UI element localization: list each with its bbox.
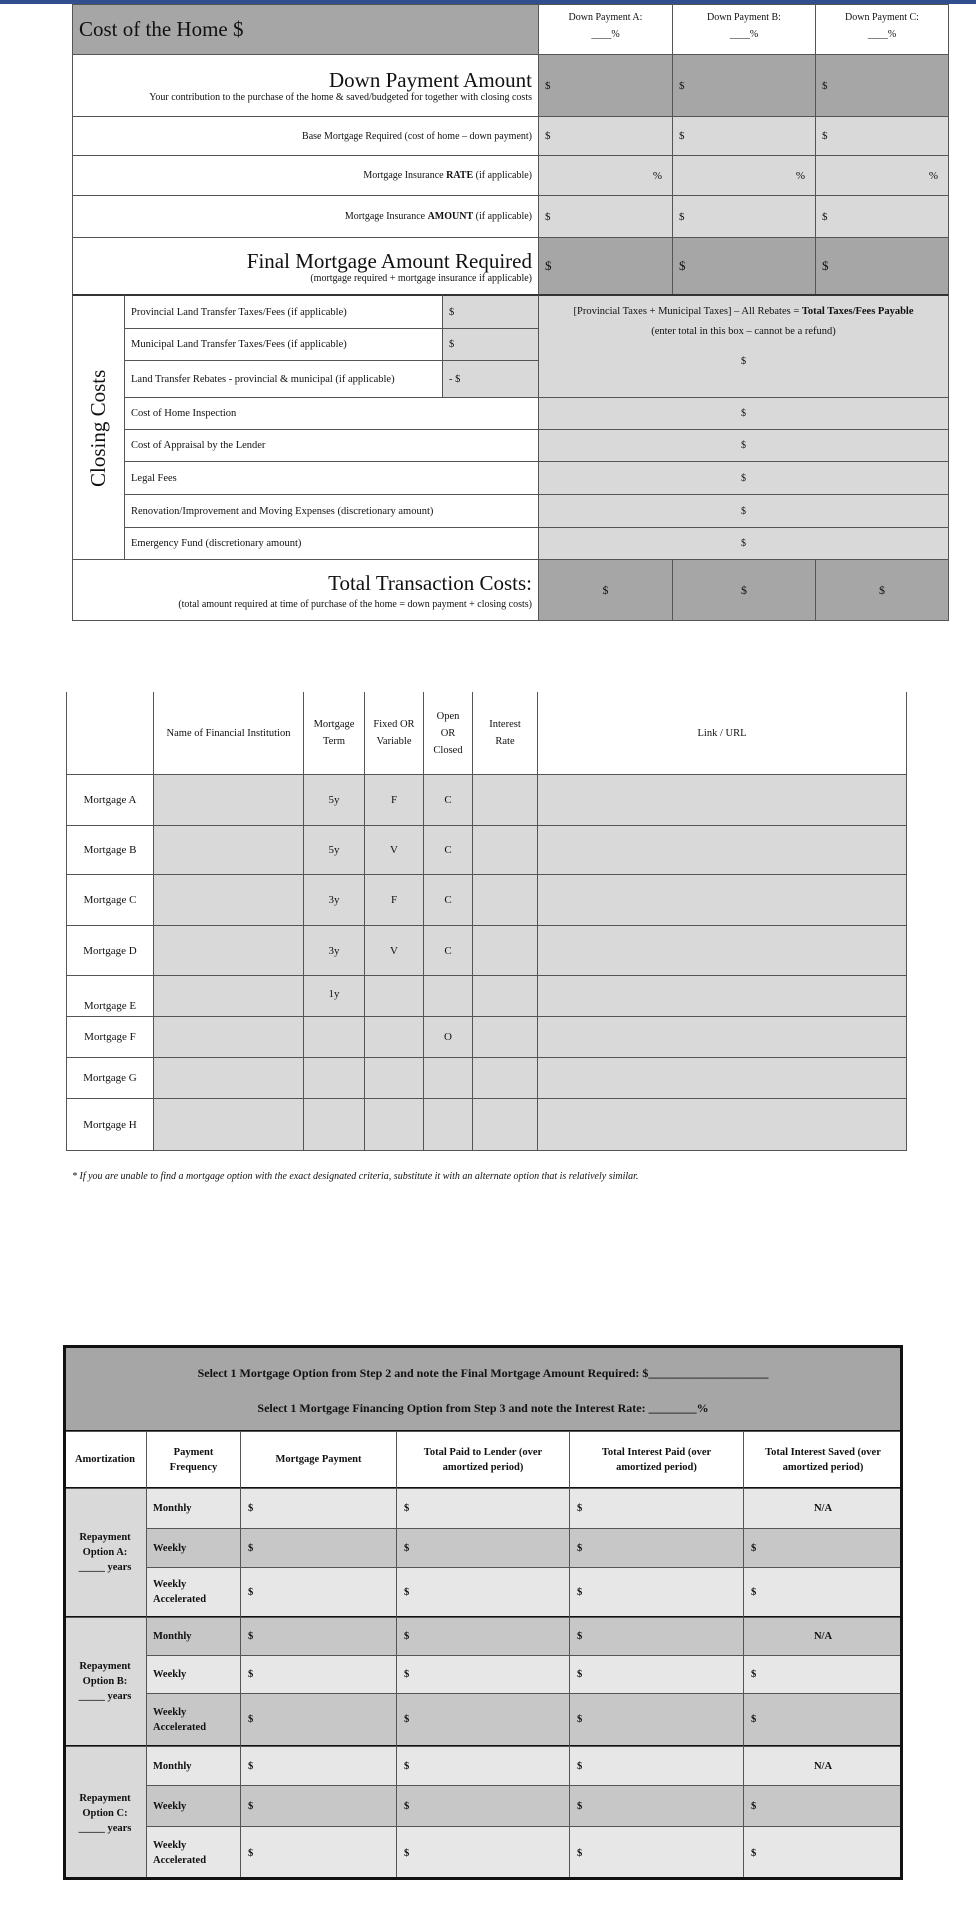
open-cell: O [423, 1016, 473, 1058]
institution-input[interactable] [153, 874, 304, 926]
frequency-weekly-accelerated: Weekly Accelerated [146, 1826, 241, 1880]
mortgage-row-label: Mortgage E [66, 975, 154, 1017]
open-cell: C [423, 874, 473, 926]
payment-input[interactable]: $ [240, 1826, 397, 1880]
mortgage-row-label: Mortgage H [66, 1098, 154, 1151]
fixed-cell: F [364, 874, 424, 926]
closing-row-legal: Legal Fees [124, 461, 539, 495]
insurance-amount-label: Mortgage Insurance AMOUNT (if applicable) [72, 195, 539, 238]
interest-paid-input[interactable]: $ [569, 1567, 744, 1618]
rate-input[interactable] [472, 1057, 538, 1099]
link-input[interactable] [537, 1098, 907, 1151]
link-input[interactable] [537, 1016, 907, 1058]
link-input[interactable] [537, 825, 907, 875]
footnote: * If you are unable to find a mortgage option with the exact designated criteria, substitute it with an alternate option that is relatively similar. [72, 1171, 639, 1182]
mortgage-row-label: Mortgage G [66, 1057, 154, 1099]
interest-paid-input[interactable]: $ [569, 1617, 744, 1656]
payment-input[interactable]: $ [240, 1528, 397, 1568]
municipal-tax-input[interactable]: $ [442, 328, 539, 361]
fixed-cell: V [364, 825, 424, 875]
header-interest-paid: Total Interest Paid (over amortized period) [569, 1431, 744, 1489]
rebates-input[interactable]: - $ [442, 360, 539, 398]
cost-of-home-label: Cost of the Home $ [72, 4, 539, 55]
t2-header-link: Link / URL [537, 692, 907, 775]
open-cell: C [423, 825, 473, 875]
total-paid-input[interactable]: $ [396, 1785, 570, 1827]
total-transaction-c-input[interactable]: $ [815, 559, 949, 621]
final-mortgage-c-input[interactable]: $ [815, 237, 949, 295]
t2-header-term: Mortgage Term [303, 692, 365, 775]
rate-input[interactable] [472, 1098, 538, 1151]
final-mortgage-label: Final Mortgage Amount Required (mortgage required + mortgage insurance if applicable) [72, 237, 539, 295]
mortgage-row-label: Mortgage D [66, 925, 154, 976]
closing-costs-side-label: Closing Costs [72, 294, 125, 560]
closing-row-inspection: Cost of Home Inspection [124, 397, 539, 430]
total-paid-input[interactable]: $ [396, 1746, 570, 1786]
term-cell [303, 1016, 365, 1058]
down-payment-a-header: Down Payment A: ____% [538, 4, 673, 55]
down-payment-c-header: Down Payment C: ____% [815, 4, 949, 55]
insurance-amount-b-input[interactable]: $ [672, 195, 816, 238]
frequency-weekly: Weekly [146, 1528, 241, 1568]
interest-paid-input[interactable]: $ [569, 1528, 744, 1568]
header-interest-saved: Total Interest Saved (over amortized period) [743, 1431, 903, 1489]
header-amortization: Amortization [63, 1431, 147, 1489]
institution-input[interactable] [153, 925, 304, 976]
link-input[interactable] [537, 925, 907, 976]
repayment-option-b-label: Repayment Option B: _____ years [63, 1617, 147, 1747]
interest-paid-input[interactable]: $ [569, 1488, 744, 1529]
closing-row-emergency: Emergency Fund (discretionary amount) [124, 527, 539, 560]
interest-saved-na: N/A [743, 1746, 903, 1786]
payment-input[interactable]: $ [240, 1488, 397, 1529]
insurance-rate-b-input[interactable]: % [672, 155, 816, 196]
rate-input[interactable] [472, 975, 538, 1017]
interest-paid-input[interactable]: $ [569, 1826, 744, 1880]
repayment-option-c-label: Repayment Option C: _____ years [63, 1746, 147, 1880]
fixed-cell [364, 1098, 424, 1151]
interest-saved-input[interactable]: $ [743, 1826, 903, 1880]
interest-saved-na: N/A [743, 1488, 903, 1529]
rate-input[interactable] [472, 925, 538, 976]
provincial-tax-input[interactable]: $ [442, 294, 539, 329]
interest-saved-na: N/A [743, 1617, 903, 1656]
payment-input[interactable]: $ [240, 1746, 397, 1786]
insurance-rate-label: Mortgage Insurance RATE (if applicable) [72, 155, 539, 196]
frequency-monthly: Monthly [146, 1746, 241, 1786]
inspection-input[interactable]: $ [538, 397, 949, 430]
down-payment-a-input[interactable]: $ [538, 54, 673, 117]
mortgage-row-label: Mortgage B [66, 825, 154, 875]
rate-input[interactable] [472, 825, 538, 875]
interest-saved-input[interactable]: $ [743, 1693, 903, 1747]
fixed-cell: F [364, 774, 424, 826]
closing-row-appraisal: Cost of Appraisal by the Lender [124, 429, 539, 462]
frequency-weekly: Weekly [146, 1655, 241, 1694]
interest-saved-input[interactable]: $ [743, 1528, 903, 1568]
payment-input[interactable]: $ [240, 1785, 397, 1827]
fixed-cell [364, 1016, 424, 1058]
total-transaction-label: Total Transaction Costs: (total amount required at time of purchase of the home = down payment + closing costs) [72, 559, 539, 621]
total-transaction-b-input[interactable]: $ [672, 559, 816, 621]
mortgage-row-label: Mortgage C [66, 874, 154, 926]
frequency-monthly: Monthly [146, 1488, 241, 1529]
legal-fees-input[interactable]: $ [538, 461, 949, 495]
open-cell [423, 1057, 473, 1099]
payment-input[interactable]: $ [240, 1693, 397, 1747]
open-cell: C [423, 774, 473, 826]
header-frequency: Payment Frequency [146, 1431, 241, 1489]
frequency-weekly: Weekly [146, 1785, 241, 1827]
instruction-banner: Select 1 Mortgage Option from Step 2 and note the Final Mortgage Amount Required: $____________________ Select 1 Mortgage Financing Option from Step 3 and note the Interest Rate: ________% [63, 1345, 903, 1432]
institution-input[interactable] [153, 975, 304, 1017]
term-cell [303, 1057, 365, 1099]
open-cell [423, 975, 473, 1017]
total-paid-input[interactable]: $ [396, 1567, 570, 1618]
base-mortgage-label: Base Mortgage Required (cost of home – down payment) [72, 116, 539, 156]
insurance-amount-a-input[interactable]: $ [538, 195, 673, 238]
interest-saved-input[interactable]: $ [743, 1655, 903, 1694]
link-input[interactable] [537, 1057, 907, 1099]
institution-input[interactable] [153, 774, 304, 826]
interest-paid-input[interactable]: $ [569, 1785, 744, 1827]
total-paid-input[interactable]: $ [396, 1488, 570, 1529]
closing-row-provincial: Provincial Land Transfer Taxes/Fees (if applicable) [124, 294, 443, 329]
term-cell: 5y [303, 825, 365, 875]
term-cell: 3y [303, 925, 365, 976]
total-taxes-box[interactable]: [Provincial Taxes + Municipal Taxes] – All Rebates = Total Taxes/Fees Payable (enter total in this box – cannot be a refund) $ [538, 294, 949, 398]
down-payment-b-header: Down Payment B: ____% [672, 4, 816, 55]
t2-header-blank [66, 692, 154, 775]
interest-saved-input[interactable]: $ [743, 1567, 903, 1618]
payment-input[interactable]: $ [240, 1617, 397, 1656]
rate-input[interactable] [472, 774, 538, 826]
closing-row-rebates: Land Transfer Rebates - provincial & municipal (if applicable) [124, 360, 443, 398]
mortgage-row-label: Mortgage F [66, 1016, 154, 1058]
open-cell [423, 1098, 473, 1151]
link-input[interactable] [537, 774, 907, 826]
t2-header-open: Open OR Closed [423, 692, 473, 775]
term-cell: 3y [303, 874, 365, 926]
total-paid-input[interactable]: $ [396, 1617, 570, 1656]
t2-header-name: Name of Financial Institution [153, 692, 304, 775]
base-mortgage-c-input[interactable]: $ [815, 116, 949, 156]
interest-paid-input[interactable]: $ [569, 1746, 744, 1786]
term-cell [303, 1098, 365, 1151]
insurance-amount-c-input[interactable]: $ [815, 195, 949, 238]
institution-input[interactable] [153, 1016, 304, 1058]
down-payment-b-input[interactable]: $ [672, 54, 816, 117]
mortgage-row-label: Mortgage A [66, 774, 154, 826]
frequency-monthly: Monthly [146, 1617, 241, 1656]
rate-input[interactable] [472, 1016, 538, 1058]
institution-input[interactable] [153, 825, 304, 875]
emergency-fund-input[interactable]: $ [538, 527, 949, 560]
term-cell: 5y [303, 774, 365, 826]
fixed-cell [364, 975, 424, 1017]
closing-row-municipal: Municipal Land Transfer Taxes/Fees (if applicable) [124, 328, 443, 361]
institution-input[interactable] [153, 1057, 304, 1099]
payment-input[interactable]: $ [240, 1567, 397, 1618]
closing-row-renovation: Renovation/Improvement and Moving Expenses (discretionary amount) [124, 494, 539, 528]
header-total-paid: Total Paid to Lender (over amortized period) [396, 1431, 570, 1489]
t2-header-fixed: Fixed OR Variable [364, 692, 424, 775]
interest-paid-input[interactable]: $ [569, 1655, 744, 1694]
repayment-option-a-label: Repayment Option A: _____ years [63, 1488, 147, 1618]
total-paid-input[interactable]: $ [396, 1655, 570, 1694]
link-input[interactable] [537, 975, 907, 1017]
insurance-rate-c-input[interactable]: % [815, 155, 949, 196]
payment-input[interactable]: $ [240, 1655, 397, 1694]
t2-header-rate: Interest Rate [472, 692, 538, 775]
insurance-rate-a-input[interactable]: % [538, 155, 673, 196]
base-mortgage-b-input[interactable]: $ [672, 116, 816, 156]
rate-input[interactable] [472, 874, 538, 926]
total-paid-input[interactable]: $ [396, 1693, 570, 1747]
appraisal-input[interactable]: $ [538, 429, 949, 462]
down-payment-amount-label: Down Payment Amount Your contribution to the purchase of the home & saved/budgeted for together with closing costs [72, 54, 539, 117]
final-mortgage-b-input[interactable]: $ [672, 237, 816, 295]
term-cell: 1y [303, 975, 365, 1017]
open-cell: C [423, 925, 473, 976]
frequency-weekly-accelerated: Weekly Accelerated [146, 1693, 241, 1747]
link-input[interactable] [537, 874, 907, 926]
header-payment: Mortgage Payment [240, 1431, 397, 1489]
institution-input[interactable] [153, 1098, 304, 1151]
total-transaction-a-input[interactable]: $ [538, 559, 673, 621]
renovation-input[interactable]: $ [538, 494, 949, 528]
total-paid-input[interactable]: $ [396, 1528, 570, 1568]
final-mortgage-a-input[interactable]: $ [538, 237, 673, 295]
total-paid-input[interactable]: $ [396, 1826, 570, 1880]
frequency-weekly-accelerated: Weekly Accelerated [146, 1567, 241, 1618]
base-mortgage-a-input[interactable]: $ [538, 116, 673, 156]
interest-paid-input[interactable]: $ [569, 1693, 744, 1747]
fixed-cell: V [364, 925, 424, 976]
interest-saved-input[interactable]: $ [743, 1785, 903, 1827]
down-payment-c-input[interactable]: $ [815, 54, 949, 117]
fixed-cell [364, 1057, 424, 1099]
